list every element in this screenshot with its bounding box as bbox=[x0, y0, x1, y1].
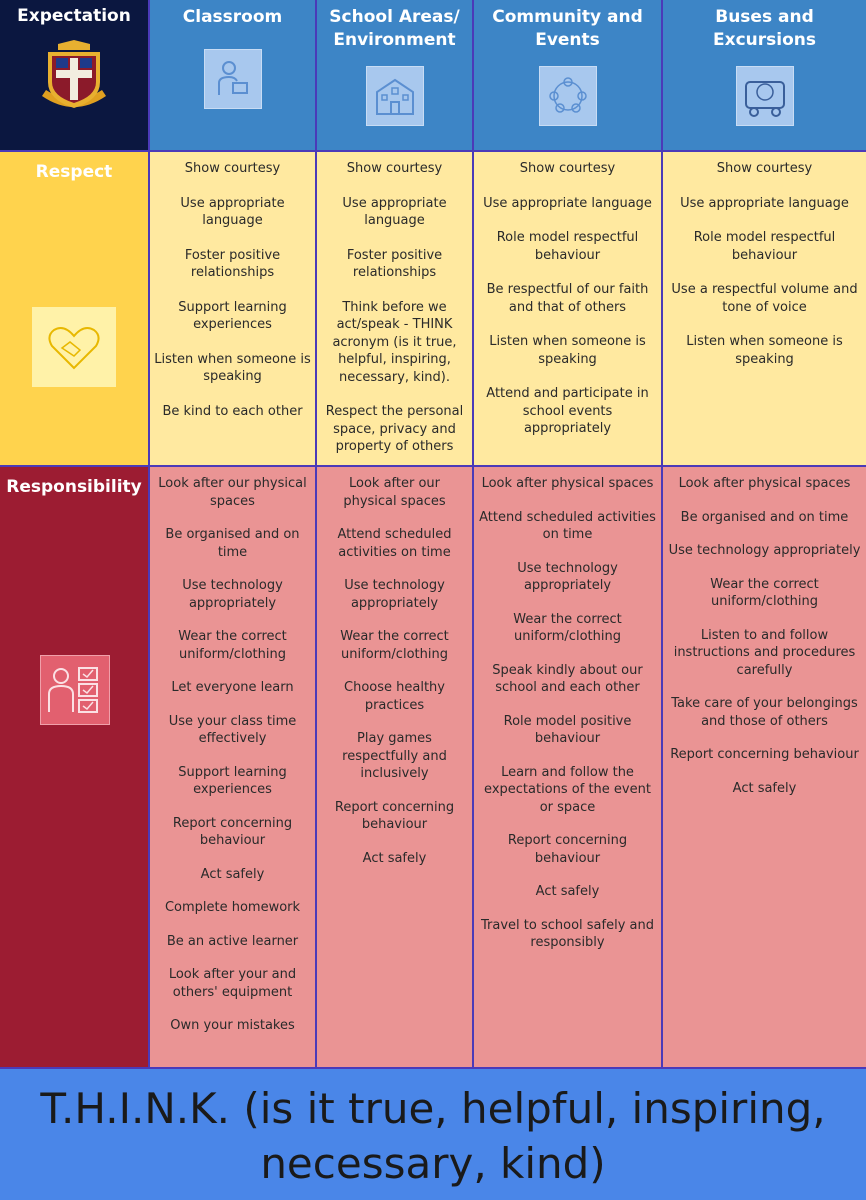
think-footer bbox=[0, 1069, 866, 1200]
expectation-item: Respect the personal space, privacy and property of others bbox=[325, 404, 464, 454]
school-building-icon bbox=[366, 66, 424, 126]
expectation-item: Act safely bbox=[200, 866, 265, 882]
responsibility-buses bbox=[663, 467, 866, 1069]
expectation-item: Think before we act/speak - THINK acronym (is it true, helpful, inspiring, necessary, kind). bbox=[332, 299, 457, 385]
bus-icon bbox=[736, 66, 794, 126]
expectation-item: Use technology appropriately bbox=[517, 560, 618, 593]
respect-classroom bbox=[150, 152, 317, 467]
expectation-item: Attend scheduled activities on time bbox=[479, 509, 656, 542]
responsibility-school-areas bbox=[317, 467, 474, 1069]
expectation-item: Look after our physical spaces bbox=[158, 476, 307, 509]
expectation-item: Show courtesy bbox=[184, 161, 281, 176]
expectation-item: Look after your and others' equipment bbox=[168, 967, 297, 1000]
expectation-item: Use your class time effectively bbox=[168, 713, 297, 746]
expectation-item: Own your mistakes bbox=[170, 1018, 295, 1033]
expectation-item: Report concerning behaviour bbox=[172, 815, 293, 848]
expectation-item: Use technology appropriately bbox=[182, 578, 283, 611]
header-community bbox=[474, 0, 663, 152]
expectation-item: Let everyone learn bbox=[171, 680, 294, 695]
expectation-item: Use appropriate language bbox=[483, 195, 652, 211]
expectation-item: Take care of your belongings and those of others bbox=[671, 696, 858, 729]
expectation-item: Wear the correct uniform/clothing bbox=[513, 611, 622, 644]
expectation-item: Act safely bbox=[535, 884, 600, 899]
column-title: Community and Events bbox=[492, 7, 643, 50]
expectation-item: Listen when someone is speaking bbox=[154, 351, 311, 384]
header-classroom bbox=[150, 0, 317, 152]
expectation-item: Look after our physical spaces bbox=[343, 476, 446, 509]
header-school-areas bbox=[317, 0, 474, 152]
row-title-responsibility: Responsibility bbox=[6, 477, 142, 497]
expectation-item: Act safely bbox=[732, 780, 797, 796]
expectation-item: Play games respectfully and inclusively bbox=[342, 731, 447, 781]
expectation-header bbox=[0, 0, 150, 152]
expectation-title: Expectation bbox=[17, 6, 131, 26]
expectation-item: Wear the correct uniform/clothing bbox=[710, 576, 819, 609]
respect-community bbox=[474, 152, 663, 467]
expectation-item: Report concerning behaviour bbox=[334, 799, 455, 832]
expectation-item: Learn and follow the expectations of the event or space bbox=[484, 764, 651, 815]
heart-handshake-icon bbox=[32, 307, 116, 387]
expectation-item: Role model respectful behaviour bbox=[693, 230, 836, 263]
respect-buses bbox=[663, 152, 866, 467]
community-icon bbox=[539, 66, 597, 126]
expectation-item: Be kind to each other bbox=[162, 403, 303, 419]
column-title: Classroom bbox=[182, 7, 283, 27]
column-title: Buses and Excursions bbox=[713, 7, 816, 50]
think-acronym-text: T.H.I.N.K. (is it true, helpful, inspiring, necessary, kind) bbox=[40, 1084, 826, 1188]
row-title-respect: Respect bbox=[35, 162, 113, 182]
responsibility-classroom bbox=[150, 467, 317, 1069]
expectation-item: Listen to and follow instructions and procedures carefully bbox=[673, 627, 856, 678]
expectation-item: Show courtesy bbox=[716, 161, 813, 176]
expectation-item: Choose healthy practices bbox=[344, 680, 445, 713]
responsibility-community bbox=[474, 467, 663, 1069]
expectation-item: Report concerning behaviour bbox=[670, 747, 859, 762]
expectation-item: Show courtesy bbox=[346, 161, 443, 176]
expectation-item: Attend and participate in school events appropriately bbox=[486, 386, 649, 436]
expectation-item: Report concerning behaviour bbox=[507, 833, 628, 866]
expectation-item: Act safely bbox=[362, 850, 427, 866]
expectation-item: Use technology appropriately bbox=[668, 543, 861, 558]
expectation-item: Use a respectful volume and tone of voice bbox=[671, 282, 858, 315]
expectation-item: Be respectful of our faith and that of others bbox=[486, 282, 649, 315]
expectation-item: Be organised and on time bbox=[165, 527, 300, 560]
responsibility-label-cell bbox=[0, 467, 150, 1069]
expectation-item: Use technology appropriately bbox=[344, 578, 445, 611]
expectation-item: Show courtesy bbox=[519, 161, 616, 176]
expectation-item: Support learning experiences bbox=[178, 299, 287, 332]
expectation-item: Use appropriate language bbox=[180, 195, 285, 228]
expectation-item: Travel to school safely and responsibly bbox=[481, 917, 654, 950]
expectation-item: Look after physical spaces bbox=[678, 476, 851, 491]
expectation-item: Listen when someone is speaking bbox=[489, 334, 646, 367]
expectation-item: Be an active learner bbox=[166, 933, 299, 949]
column-title: School Areas/ Environment bbox=[329, 7, 460, 50]
expectation-item: Look after physical spaces bbox=[481, 476, 654, 491]
respect-school-areas bbox=[317, 152, 474, 467]
expectation-item: Foster positive relationships bbox=[184, 247, 281, 280]
expectation-item: Role model respectful behaviour bbox=[496, 230, 639, 263]
expectation-item: Listen when someone is speaking bbox=[686, 334, 843, 367]
respect-label-cell bbox=[0, 152, 150, 467]
expectation-item: Complete homework bbox=[164, 900, 301, 915]
expectation-item: Use appropriate language bbox=[342, 195, 447, 228]
header-buses bbox=[663, 0, 866, 152]
expectation-item: Be organised and on time bbox=[680, 509, 849, 525]
school-crest-icon bbox=[34, 38, 114, 118]
expectation-item: Speak kindly about our school and each other bbox=[492, 662, 643, 695]
classroom-icon bbox=[204, 49, 262, 109]
expectation-item: Attend scheduled activities on time bbox=[337, 527, 452, 560]
expectation-item: Role model positive behaviour bbox=[503, 713, 632, 746]
expectation-item: Wear the correct uniform/clothing bbox=[178, 629, 287, 662]
checklist-person-icon bbox=[40, 655, 110, 725]
expectation-item: Foster positive relationships bbox=[346, 247, 443, 280]
expectation-item: Use appropriate language bbox=[680, 195, 849, 211]
expectation-item: Support learning experiences bbox=[178, 764, 287, 797]
expectation-item: Wear the correct uniform/clothing bbox=[340, 629, 449, 662]
